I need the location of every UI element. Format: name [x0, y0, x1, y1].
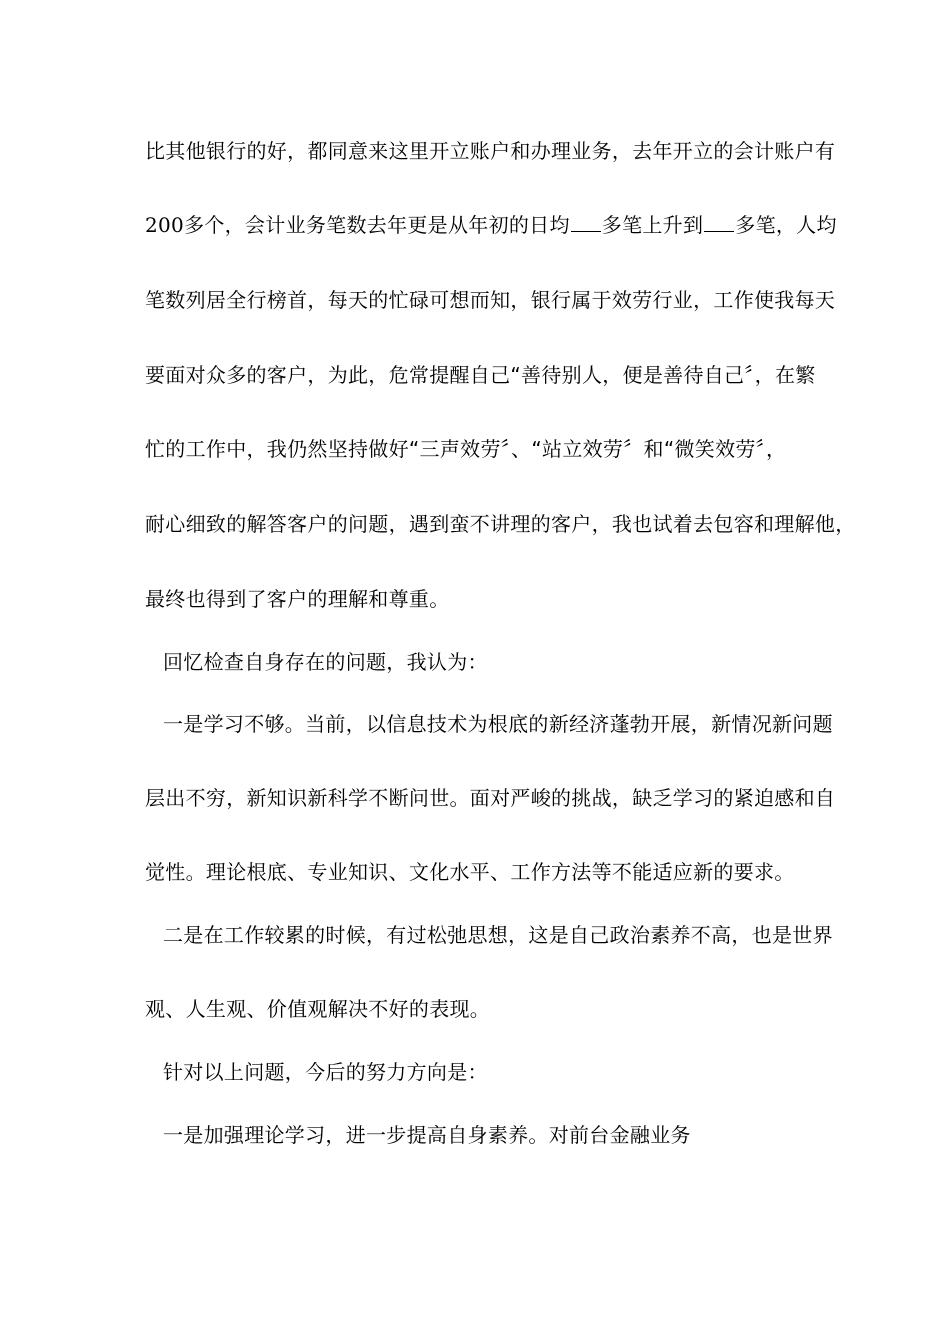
- number-text: 200: [145, 213, 185, 237]
- blank-underline: [571, 213, 601, 232]
- paragraph-line: 最终也得到了客户的理解和尊重。: [145, 587, 450, 611]
- paragraph-line: 忙的工作中，我仍然坚持做好“三声效劳〞、“站立效劳〞和“微笑效劳〞，: [145, 437, 787, 461]
- paragraph-line: 要面对众多的客户，为此，危常提醒自己“善待别人，便是善待自己〞，在繁: [145, 363, 816, 387]
- paragraph-line: 一是加强理论学习，进一步提高自身素养。对前台金融业务: [163, 1123, 691, 1147]
- paragraph-line: 观、人生观、价值观解决不好的表现。: [145, 997, 491, 1021]
- paragraph-line-with-blanks: [145, 211, 837, 239]
- text-segment: 多笔上升到: [601, 213, 704, 237]
- text-segment: 多笔，人均: [735, 213, 837, 237]
- paragraph-line: 针对以上问题，今后的努力方向是：: [163, 1060, 488, 1084]
- blank-underline: [704, 213, 734, 232]
- paragraph-line: 觉性。理论根底、专业知识、文化水平、工作方法等不能适应新的要求。: [145, 860, 795, 884]
- text-segment: 多个，会计业务笔数去年更是从年初的日均: [184, 213, 570, 237]
- paragraph-line: 二是在工作较累的时候，有过松弛思想，这是自己政治素养不高，也是世界: [163, 923, 833, 947]
- paragraph-line: 笔数列居全行榜首，每天的忙碌可想而知，银行属于效劳行业，工作使我每天: [145, 288, 836, 312]
- paragraph-line: 耐心细致的解答客户的问题，遇到蛮不讲理的客户，我也试着去包容和理解他，: [145, 512, 856, 536]
- paragraph-line: 回忆检查自身存在的问题，我认为：: [163, 650, 488, 674]
- paragraph-line: 层出不穷，新知识新科学不断问世。面对严峻的挑战，缺乏学习的紧迫感和自: [145, 786, 836, 810]
- paragraph-line: 一是学习不够。当前，以信息技术为根底的新经济蓬勃开展，新情况新问题: [163, 712, 833, 736]
- paragraph-line: 比其他银行的好，都同意来这里开立账户和办理业务，去年开立的会计账户有: [145, 139, 836, 163]
